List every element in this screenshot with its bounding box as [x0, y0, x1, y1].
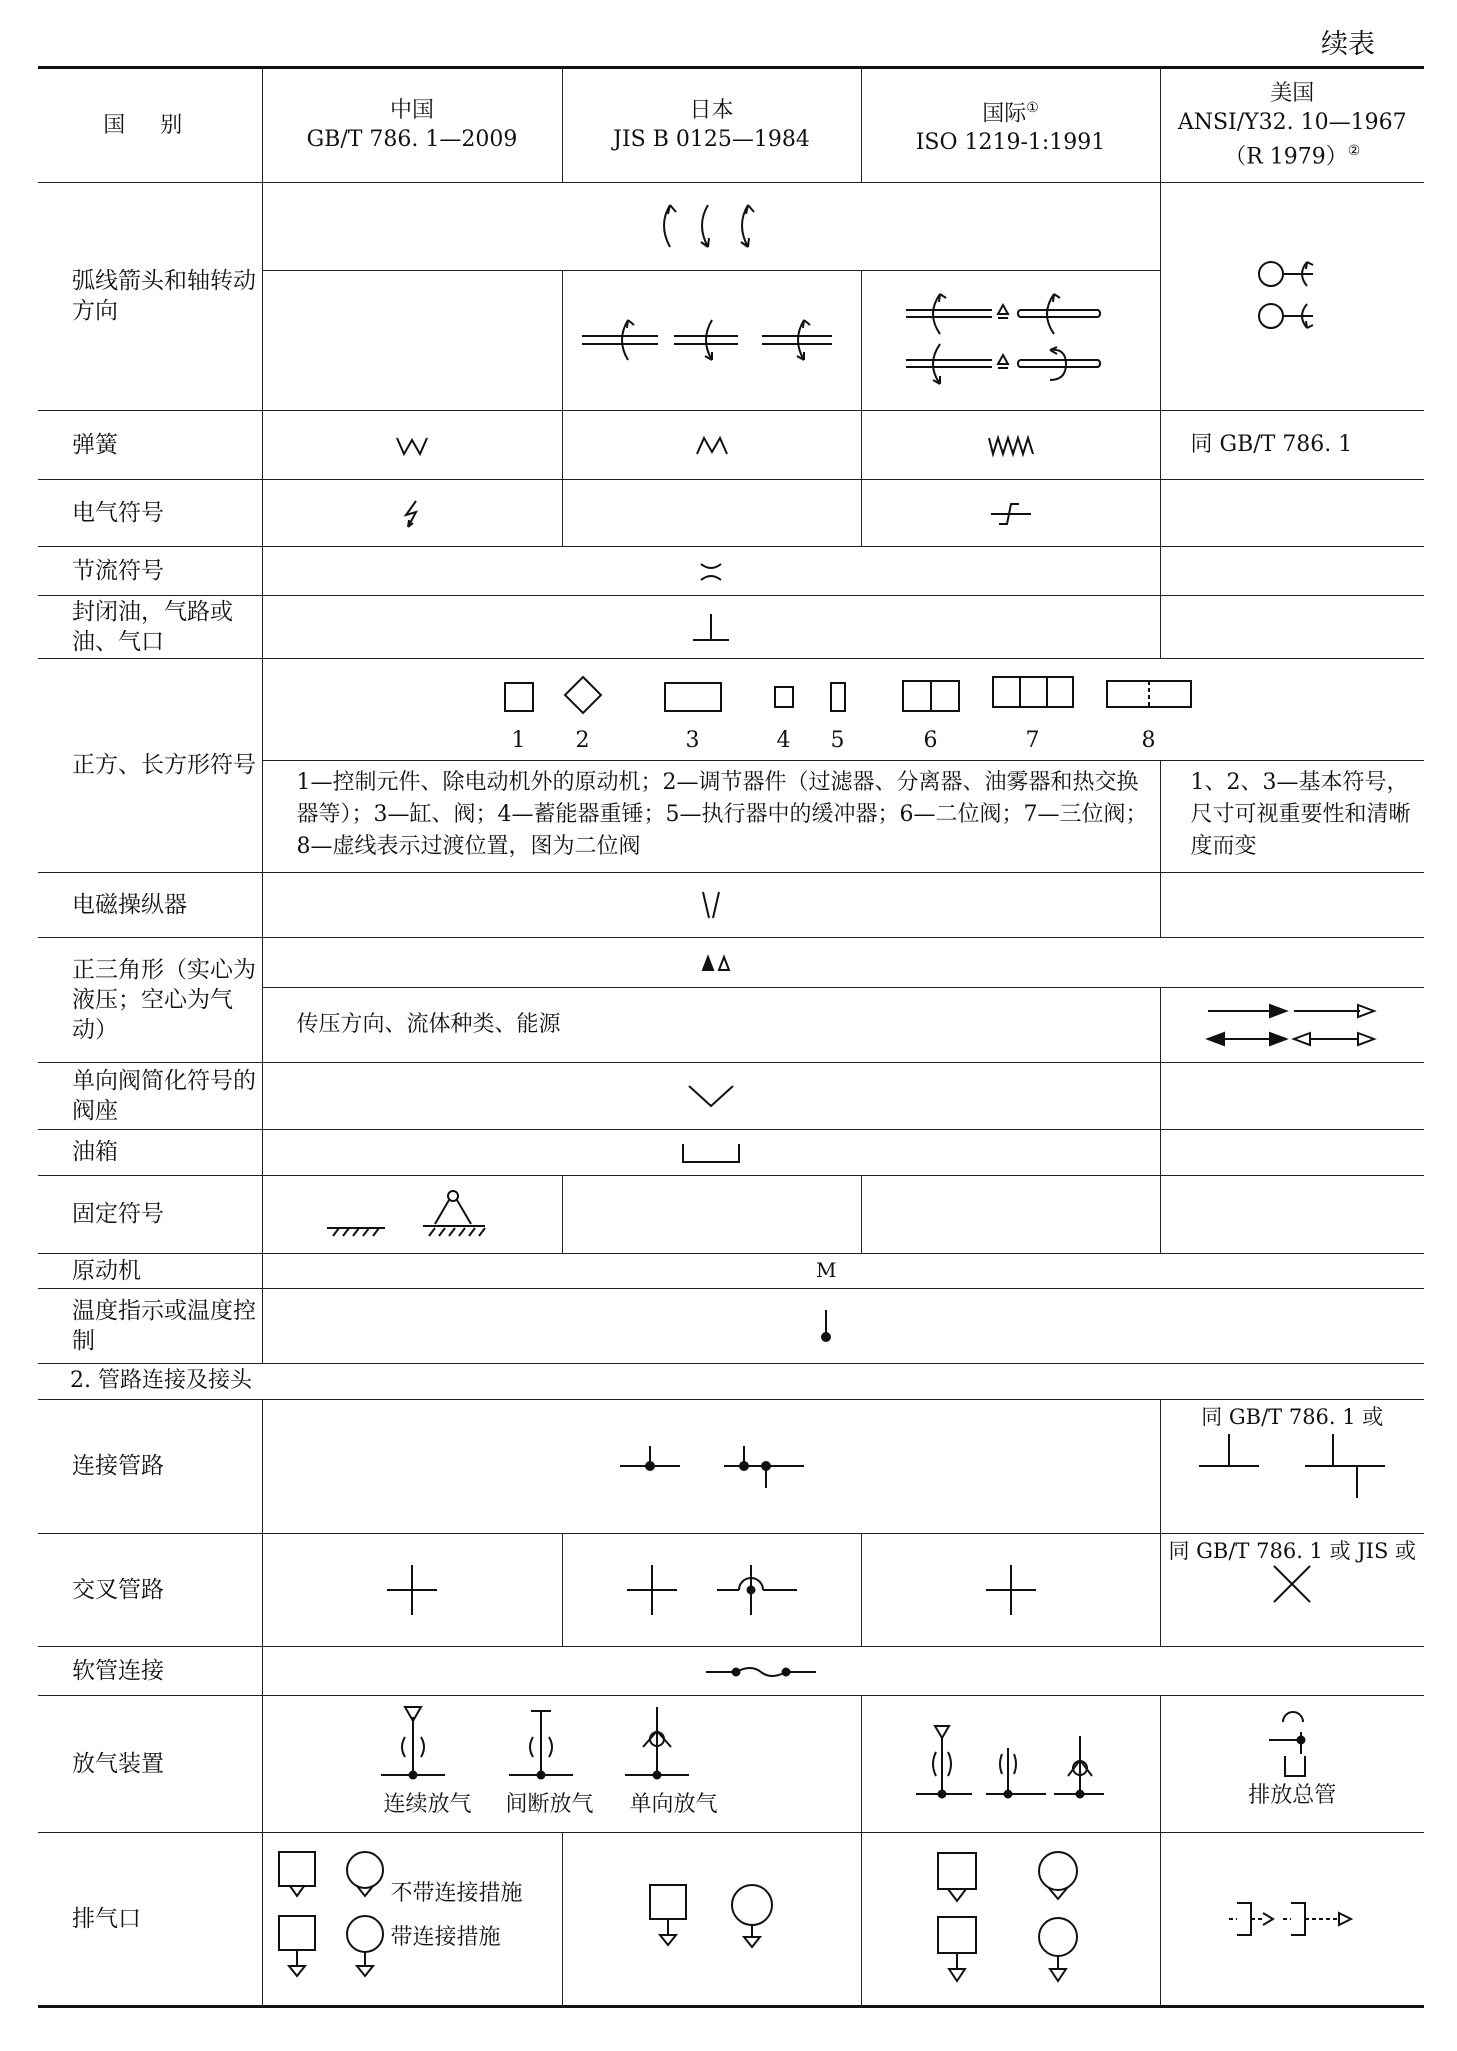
square-num-5: 5 — [830, 728, 845, 754]
exhaust-iso — [861, 1833, 1160, 2007]
fixed-row — [38, 1176, 1424, 1254]
header-row — [38, 68, 1424, 183]
tank-icon — [682, 1143, 740, 1163]
vent-us-caption: 排放总管 — [1248, 1783, 1337, 1809]
fixed-iso-empty — [861, 1176, 1160, 1254]
square-symbols — [263, 659, 1425, 759]
lightning-icon — [402, 499, 422, 529]
section-2-row — [38, 1363, 1424, 1399]
arc-arrows-icon — [656, 199, 766, 253]
prime-mover-symbol: M — [262, 1253, 1424, 1288]
fixed-us-empty — [1160, 1176, 1424, 1254]
triangle-description: 传压方向、流体种类、能源 — [262, 987, 1160, 1063]
vent-cn-jp — [262, 1696, 861, 1833]
closed-port-symbol — [262, 596, 1160, 659]
row-label-temperature: 温度指示或温度控制 — [38, 1288, 262, 1363]
row-label-check-seat: 单向阀简化符号的阀座 — [38, 1063, 262, 1130]
continued-label: 续表 — [1321, 29, 1375, 60]
vent-caption-intermittent: 间断放气 — [505, 1792, 594, 1818]
electric-iso-icon — [991, 502, 1031, 526]
valve-seat-icon — [688, 1084, 734, 1108]
hose-symbol — [262, 1646, 1424, 1695]
x-cross-icon — [1272, 1564, 1312, 1604]
throttle-us-empty — [1160, 546, 1424, 595]
solenoid-icon — [702, 891, 720, 919]
temperature-symbol — [262, 1288, 1424, 1363]
square-num-6: 6 — [923, 728, 938, 754]
tank-row — [38, 1129, 1424, 1175]
row-label-closed-port: 封闭油，气路或油、气口 — [38, 596, 262, 659]
triangle-solid-hollow-icon — [701, 955, 731, 971]
symbol-comparison-table — [38, 66, 1424, 2008]
arc-arrow-row — [38, 182, 1424, 270]
square-description: 1—控制元件、除电动机外的原动机；2—调节器件（过滤器、分离器、油雾器和热交换器等）；3—缸、阀；4—蓄能器重锤；5—执行器中的缓冲器；6—二位阀；7—三位阀；8—虚线表示过渡位置，图为二位阀 — [262, 760, 1160, 872]
row-label-connect-pipe: 连接管路 — [38, 1399, 262, 1533]
pipe-junction-icon — [620, 1436, 802, 1496]
vent-us — [1160, 1696, 1424, 1833]
check-seat-row — [38, 1063, 1424, 1130]
tank-symbol — [262, 1129, 1160, 1175]
cross-bridge-icon — [627, 1565, 797, 1615]
solenoid-symbol — [262, 872, 1160, 938]
spring-iso — [861, 410, 1160, 480]
cross-pipe-iso — [861, 1533, 1160, 1646]
shaft-arrows-jp-icon — [582, 310, 842, 370]
electric-row — [38, 480, 1424, 547]
closed-port-us-empty — [1160, 596, 1424, 659]
cross-pipe-cn — [262, 1533, 562, 1646]
row-label-tank: 油箱 — [38, 1129, 262, 1175]
solenoid-row — [38, 872, 1424, 938]
shaft-arrows-iso-icon — [906, 290, 1116, 390]
vent-caption-oneway: 单向放气 — [629, 1792, 718, 1818]
square-num-8: 8 — [1141, 728, 1156, 754]
exhaust-manifold-icon — [1267, 1710, 1317, 1780]
row-label-fixed: 固定符号 — [38, 1176, 262, 1254]
check-seat-us-empty — [1160, 1063, 1424, 1130]
square-num-1: 1 — [511, 728, 526, 754]
flow-arrows-us-icon — [1208, 999, 1376, 1051]
row-label-triangle: 正三角形（实心为液压；空心为气动） — [38, 938, 262, 1063]
tank-us-empty — [1160, 1129, 1424, 1175]
exhaust-ports-cn-icon — [277, 1850, 387, 1990]
row-label-vent: 放气装置 — [38, 1696, 262, 1833]
square-num-3: 3 — [685, 728, 700, 754]
header-country: 国 别 — [38, 68, 262, 183]
vent-icons — [381, 1707, 701, 1787]
arc-arrow-iso — [861, 270, 1160, 410]
row-label-solenoid: 电磁操纵器 — [38, 872, 262, 938]
spring-row — [38, 410, 1424, 480]
exhaust-ports-jp-icon — [648, 1883, 776, 1955]
arc-arrow-cn-empty — [262, 270, 562, 410]
fixed-jp-empty — [562, 1176, 861, 1254]
prime-mover-row — [38, 1253, 1424, 1288]
cross-iso-icon — [986, 1565, 1036, 1615]
hose-row — [38, 1646, 1424, 1695]
row-label-arc-arrow: 弧线箭头和轴转动方向 — [38, 182, 262, 410]
triangle-row — [38, 938, 1424, 987]
spring-iso-icon — [988, 437, 1034, 455]
exhaust-caption-with: 带连接措施 — [390, 1925, 501, 1951]
exhaust-row — [38, 1833, 1424, 2007]
spring-cn-icon — [396, 437, 428, 455]
shaft-rotation-us-icon — [1257, 258, 1327, 334]
throttle-symbol — [262, 546, 1160, 595]
exhaust-cn — [262, 1833, 562, 2007]
triangle-symbols — [262, 938, 1424, 987]
row-label-exhaust: 排气口 — [38, 1833, 262, 2007]
cross-icon — [387, 1565, 437, 1615]
header-international: 国际① ISO 1219-1:1991 — [861, 68, 1160, 183]
section-2-title: 2. 管路连接及接头 — [38, 1363, 1424, 1399]
throttle-icon — [700, 562, 722, 582]
spring-jp — [562, 410, 861, 480]
temperature-row — [38, 1288, 1424, 1363]
arc-arrow-jp — [562, 270, 861, 410]
row-label-hose: 软管连接 — [38, 1646, 262, 1695]
thermometer-icon — [821, 1310, 831, 1342]
check-seat-symbol — [262, 1063, 1160, 1130]
square-symbols-icon — [505, 669, 1191, 729]
arc-arrow-us — [1160, 182, 1424, 410]
connect-pipe-row — [38, 1399, 1424, 1533]
hose-icon — [706, 1664, 816, 1680]
connect-pipe-symbols — [262, 1399, 1160, 1533]
spring-cn — [262, 410, 562, 480]
header-japan: 日本 JIS B 0125—1984 — [562, 68, 861, 183]
square-symbols-cell — [262, 658, 1424, 760]
row-label-square: 正方、长方形符号 — [38, 658, 262, 872]
square-num-7: 7 — [1025, 728, 1040, 754]
exhaust-jp — [562, 1833, 861, 2007]
row-label-spring: 弹簧 — [38, 410, 262, 480]
closed-port-row — [38, 596, 1424, 659]
exhaust-us — [1160, 1833, 1424, 2007]
cross-pipe-row — [38, 1533, 1424, 1646]
exhaust-caption-without: 不带连接措施 — [390, 1881, 523, 1907]
connect-pipe-us: 同 GB/T 786. 1 或 — [1160, 1399, 1424, 1533]
vent-caption-continuous: 连续放气 — [383, 1792, 472, 1818]
vent-iso-icon — [916, 1724, 1106, 1804]
header-usa: 美国 ANSI/Y32. 10—1967 （R 1979）② — [1160, 68, 1424, 183]
square-num-4: 4 — [776, 728, 791, 754]
electric-cn — [262, 480, 562, 547]
throttle-row — [38, 546, 1424, 595]
electric-jp-empty — [562, 480, 861, 547]
spring-us: 同 GB/T 786. 1 — [1160, 410, 1424, 480]
electric-us-empty — [1160, 480, 1424, 547]
fixed-ground-icon — [327, 1190, 497, 1238]
exhaust-ports-us-icon — [1229, 1899, 1355, 1939]
electric-iso — [861, 480, 1160, 547]
fixed-cn — [262, 1176, 562, 1254]
row-label-electric: 电气符号 — [38, 480, 262, 547]
square-symbols-row — [38, 658, 1424, 760]
pipe-junction-us-icon — [1199, 1430, 1385, 1500]
cross-pipe-us: 同 GB/T 786. 1 或 JIS 或 — [1160, 1533, 1424, 1646]
arc-arrow-symbols — [262, 182, 1160, 270]
cross-pipe-jp — [562, 1533, 861, 1646]
vent-iso — [861, 1696, 1160, 1833]
row-label-cross-pipe: 交叉管路 — [38, 1533, 262, 1646]
solenoid-us-empty — [1160, 872, 1424, 938]
spring-jp-icon — [696, 437, 728, 455]
closed-port-icon — [691, 614, 731, 642]
row-label-throttle: 节流符号 — [38, 546, 262, 595]
header-china: 中国 GB/T 786. 1—2009 — [262, 68, 562, 183]
vent-row — [38, 1696, 1424, 1833]
row-label-prime-mover: 原动机 — [38, 1253, 262, 1288]
square-us-description: 1、2、3—基本符号，尺寸可视重要性和清晰度而变 — [1160, 760, 1424, 872]
triangle-us — [1160, 987, 1424, 1063]
exhaust-ports-iso-icon — [936, 1851, 1086, 1987]
square-num-2: 2 — [575, 728, 590, 754]
